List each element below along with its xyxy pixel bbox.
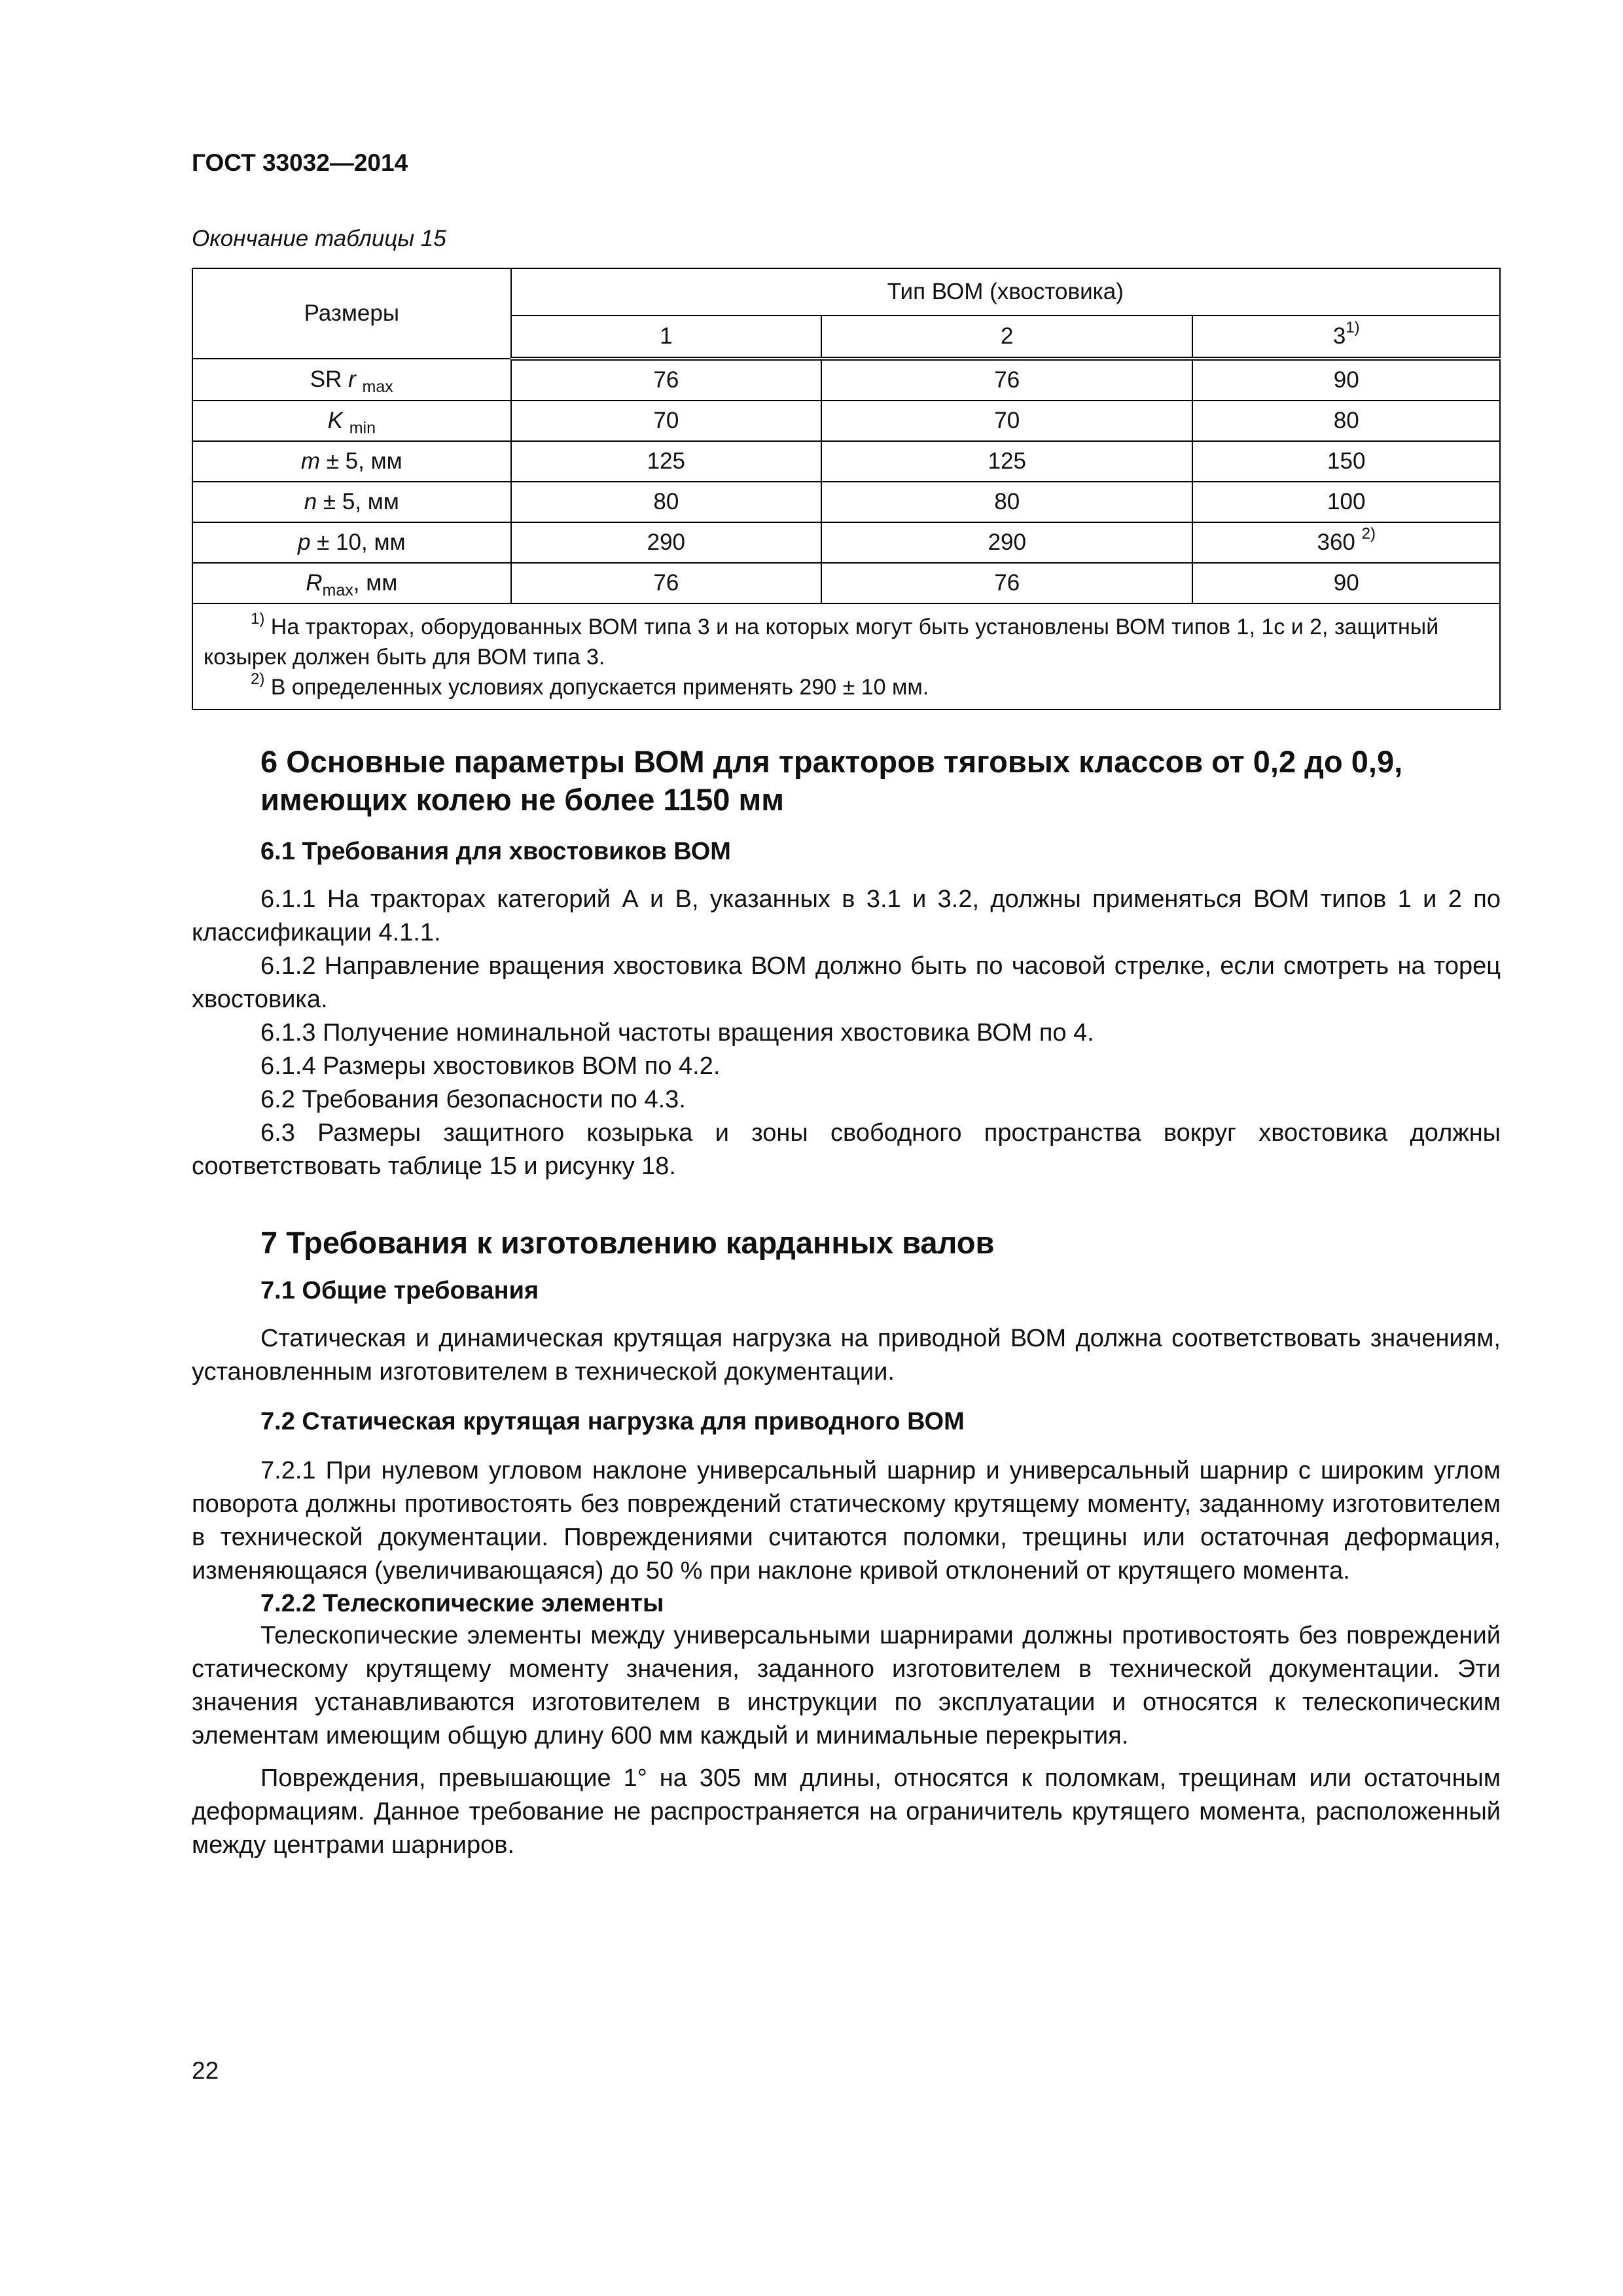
section-7-2-title: 7.2 Статическая крутящая нагрузка для приводного ВОМ xyxy=(260,1408,965,1435)
section-7 xyxy=(192,1224,1501,1862)
section-7-2-2-title: 7.2.2 Телескопические элементы xyxy=(260,1590,664,1617)
note-mark: 2) xyxy=(1361,525,1376,543)
header-type-2: 2 xyxy=(821,315,1192,359)
header-type-3 xyxy=(1192,315,1500,359)
cell-type-3: 100 xyxy=(1192,482,1500,522)
cell-type-1: 76 xyxy=(511,359,822,401)
document-header: ГОСТ 33032—2014 xyxy=(192,149,408,176)
section-6-title: 6 Основные параметры ВОМ для тракторов тяговых классов от 0,2 до 0,9, имеющих колею не более 1150 мм xyxy=(260,744,1403,817)
section-7-title: 7 Требования к изготовлению карданных валов xyxy=(260,1225,995,1260)
table-note: $^{1)}$ На тракторах, оборудованных ВОМ типа 3 и на которых могут быть установлены ВОМ типов 1, 1с и 2, защитный козырек должен быть для ВОМ типа 3. xyxy=(204,609,1439,670)
cell-type-1: 76 xyxy=(511,563,822,603)
table-notes xyxy=(192,603,1500,709)
table-caption: Окончание таблицы 15 xyxy=(192,226,446,251)
section-7-1-title: 7.1 Общие требования xyxy=(260,1277,539,1304)
section-6-body xyxy=(192,883,1501,1183)
cell-type-3: 150 xyxy=(1192,441,1500,482)
paragraph: Повреждения, превышающие 1° на 305 мм длины, относятся к поломкам, трещинам или остаточным деформациям. Данное требование не распространяется на ограничитель крутящего момента, расположенный между центрами шарниров. xyxy=(192,1765,1501,1859)
cell-type-2: 125 xyxy=(821,441,1192,482)
paragraph: 6.2 Требования безопасности по 4.3. xyxy=(260,1086,686,1113)
section-6 xyxy=(192,743,1501,1183)
page-number: 22 xyxy=(192,2057,219,2084)
paragraph: 7.2.1 При нулевом угловом наклоне универсальный шарнир и универсальный шарнир с широким углом поворота должны противостоять без повреждений статическому крутящему моменту, заданному изготовителем в технической документации. Повреждениями считаются поломки, трещины или остаточная деформация, изменяющаяся (увеличивающаяся) до 50 % при наклоне кривой отклонений от крутящего момента. xyxy=(192,1457,1501,1585)
table-row xyxy=(192,482,1500,522)
paragraph: 6.1.3 Получение номинальной частоты вращения хвостовика ВОМ по 4. xyxy=(260,1019,1094,1047)
cell-type-1: 70 xyxy=(511,401,822,441)
row-label: $R_{max}$, мм xyxy=(192,563,511,603)
header-dimensions: Размеры xyxy=(192,268,511,359)
row-label: p ± 10, мм xyxy=(192,522,511,563)
cell-type-2: 80 xyxy=(821,482,1192,522)
row-label: n ± 5, мм xyxy=(192,482,511,522)
table-row xyxy=(192,522,1500,563)
table-row xyxy=(192,441,1500,482)
cell-type-3: 360 $^{2)}$ xyxy=(1192,522,1500,563)
cell-type-2: 290 xyxy=(821,522,1192,563)
cell-type-2: 76 xyxy=(821,563,1192,603)
cell-type-2: 70 xyxy=(821,401,1192,441)
paragraph: 6.1.4 Размеры хвостовиков ВОМ по 4.2. xyxy=(260,1052,721,1080)
row-label: K $_{min}$ xyxy=(192,401,511,441)
cell-type-1: 125 xyxy=(511,441,822,482)
table-notes-row xyxy=(192,603,1500,709)
table-row xyxy=(192,563,1500,603)
row-label: SR r $_{max}$ xyxy=(192,359,511,401)
paragraph: 6.1.2 Направление вращения хвостовика ВОМ должно быть по часовой стрелке, если смотреть на торец хвостовика. xyxy=(192,952,1501,1013)
cell-type-3: 90 xyxy=(1192,563,1500,603)
cell-type-1: 80 xyxy=(511,482,822,522)
table-row xyxy=(192,401,1500,441)
table-header-row xyxy=(192,268,1500,315)
paragraph: Телескопические элементы между универсальными шарнирами должны противостоять без повреждений статическому крутящему моменту значения, заданного изготовителем в технической документации. Эти значения устанавливаются изготовителем в инструкции по эксплуатации и относятся к телескопическим элементам имеющим общую длину 600 мм каждый и минимальные перекрытия. xyxy=(192,1622,1501,1749)
dimensions-table xyxy=(192,268,1501,710)
cell-type-1: 290 xyxy=(511,522,822,563)
cell-type-2: 76 xyxy=(821,359,1192,401)
header-pto-type: Тип ВОМ (хвостовика) xyxy=(511,268,1500,315)
header-type-3-label: 3 xyxy=(1332,323,1346,349)
header-type-1: 1 xyxy=(511,315,822,359)
row-label: m ± 5, мм xyxy=(192,441,511,482)
cell-type-3: 90 xyxy=(1192,359,1500,401)
section-6-1-title: 6.1 Требования для хвостовиков ВОМ xyxy=(260,838,731,865)
note-mark: 1) xyxy=(1346,319,1360,337)
paragraph: 6.1.1 На тракторах категорий А и В, указанных в 3.1 и 3.2, должны применяться ВОМ типов 1 и 2 по классификации 4.1.1. xyxy=(192,886,1501,946)
paragraph: 6.3 Размеры защитного козырька и зоны свободного пространства вокруг хвостовика должны соответствовать таблице 15 и рисунку 18. xyxy=(192,1119,1501,1180)
paragraph: Статическая и динамическая крутящая нагрузка на приводной ВОМ должна соответствовать значениям, установленным изготовителем в технической документации. xyxy=(192,1325,1501,1386)
table-row xyxy=(192,359,1500,401)
cell-type-3: 80 xyxy=(1192,401,1500,441)
table-note: $^{2)}$ В определенных условиях допускается применять 290 ± 10 мм. xyxy=(251,670,929,700)
